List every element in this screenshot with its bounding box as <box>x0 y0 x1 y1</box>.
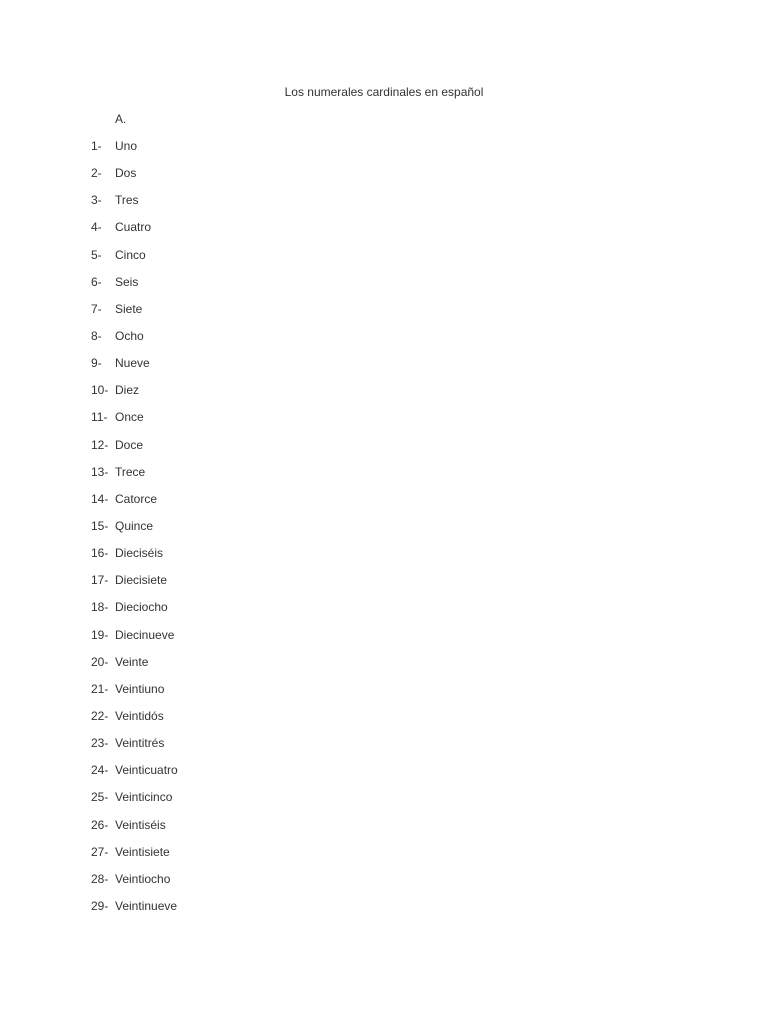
item-word: Once <box>115 410 144 425</box>
item-number: 13- <box>91 464 109 479</box>
item-word: Veintiocho <box>115 871 171 886</box>
item-number: 21- <box>91 681 109 696</box>
item-word: Siete <box>115 301 143 316</box>
item-word: Cinco <box>115 247 146 262</box>
item-word: Uno <box>115 139 138 153</box>
item-word: Dos <box>115 166 137 181</box>
item-number: 6- <box>91 274 102 289</box>
item-number: 7- <box>91 301 102 316</box>
item-number: 9- <box>91 356 102 371</box>
item-word: Veintidós <box>115 708 164 723</box>
item-word: Catorce <box>115 491 158 506</box>
item-word: Dieciocho <box>115 600 168 615</box>
item-number: 18- <box>91 600 109 615</box>
item-word: Veintiséis <box>115 817 166 832</box>
item-number: 17- <box>91 573 109 588</box>
item-word: Veinticinco <box>115 790 173 805</box>
item-number: 14- <box>91 491 109 506</box>
item-word: Cuatro <box>115 220 152 235</box>
item-word: Trece <box>115 464 146 479</box>
item-number: 16- <box>91 546 109 561</box>
item-word: Veintisiete <box>115 844 170 859</box>
item-word: Veinte <box>115 654 149 669</box>
item-word: Doce <box>115 437 144 452</box>
item-word: Nueve <box>115 356 150 371</box>
item-number: 28- <box>91 871 109 886</box>
item-number: 1- <box>91 139 102 153</box>
item-number: 22- <box>91 708 109 723</box>
item-number: 20- <box>91 654 109 669</box>
item-number: 8- <box>91 328 102 343</box>
item-number: 25- <box>91 790 109 805</box>
item-word: Diez <box>115 383 140 398</box>
item-word: Diecinueve <box>115 627 175 642</box>
item-number: 26- <box>91 817 109 832</box>
item-number: 3- <box>91 193 102 208</box>
document-title: Los numerales cardinales en español <box>284 85 484 99</box>
item-word: Ocho <box>115 328 144 343</box>
item-word: Veintiuno <box>115 681 165 696</box>
item-word: Tres <box>115 193 139 208</box>
item-number: 11- <box>91 410 108 425</box>
item-number: 4- <box>91 220 102 235</box>
item-word: Seis <box>115 274 139 289</box>
item-number: 5- <box>91 247 102 262</box>
item-number: 24- <box>91 763 109 778</box>
item-word: Dieciséis <box>115 546 164 561</box>
item-number: 27- <box>91 844 109 859</box>
item-number: 29- <box>91 898 109 913</box>
item-number: 2- <box>91 166 102 181</box>
item-word: Veinticuatro <box>115 763 178 778</box>
item-number: 15- <box>91 518 109 533</box>
item-number: 12- <box>91 437 109 452</box>
section-label: A. <box>115 112 127 126</box>
item-word: Diecisiete <box>115 573 168 588</box>
item-word: Veintinueve <box>115 898 178 913</box>
item-number: 19- <box>91 627 109 642</box>
item-word: Quince <box>115 518 154 533</box>
item-number: 10- <box>91 383 109 398</box>
item-number: 23- <box>91 736 109 751</box>
item-word: Veintitrés <box>115 736 165 751</box>
